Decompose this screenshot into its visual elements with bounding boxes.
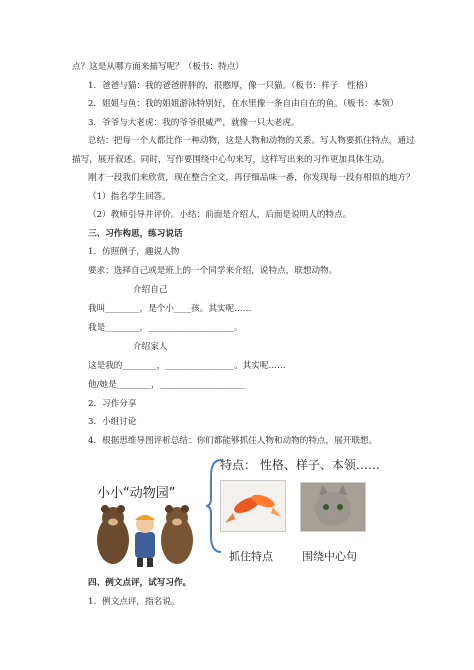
section-heading: 四、例文点评，试写习作。 — [88, 578, 192, 588]
text-line: 1．例文点评，指名说。 — [88, 597, 180, 607]
text-line: 要求：选择自己或是班上的一个同学来介绍，说特点，联想动物。 — [88, 266, 338, 276]
text-line: 3．小组讨论 — [88, 417, 137, 427]
text-line: 总结：把每一个人都比作一种动物，这是人物和动物的关系。写人物要抓住特点，通过 — [88, 136, 415, 146]
text-line: 4．根据思维导图评析总结：你们都能够抓住人物和动物的特点，展开联想。 — [88, 436, 378, 446]
goldfish-photo — [220, 480, 286, 532]
text-line: 刚才一段我们来欣赏，现在整合全文，再仔细品味一番，你发现每一段有相似的地方？ — [88, 173, 415, 183]
text-line: 2．姐姐与鱼：我的姐姐游泳特别好，在水里像一条自由自在的鱼。（板书：本领） — [88, 99, 399, 109]
text-line: 我叫________，是个小____孩。其实呢…… — [88, 304, 252, 314]
text-line: 2．习作分享 — [88, 399, 137, 409]
text-line: 我是________，____________________。 — [88, 323, 243, 333]
text-line: 描写，展开叙述。同时，写作要围绕中心句来写，这样写出来的习作更加具体生动。 — [72, 155, 390, 165]
cat-photo — [300, 482, 366, 532]
figure-title: 小小“动物园” — [97, 486, 176, 501]
subheading: 介绍家人 — [133, 342, 168, 352]
text-line: 1．爸爸与猫：我的爸爸胖胖的，很憨厚，像一只猫。（板书：样子 性格） — [88, 81, 373, 91]
subheading: 介绍自己 — [133, 285, 168, 295]
text-line: 他/她是________，____________________ — [88, 380, 246, 390]
text-line: 1．仿照例子，趣说人物 — [88, 247, 180, 257]
mind-map-figure — [95, 454, 385, 569]
text-line: （1）指名学生回答。 — [88, 192, 171, 202]
caption-center-sentence: 围绕中心句 — [302, 550, 357, 563]
bears-illustration — [95, 502, 195, 568]
text-line: （2）教师引导并评价。小结：前面是介绍人，后面是说明人的特点。 — [88, 210, 352, 220]
traits-label: 特点： 性格、样子、本领…… — [220, 458, 380, 472]
section-heading: 三、习作构思，练习说话 — [88, 229, 183, 239]
text-line: 这是我的________，________________。其实呢…… — [88, 361, 286, 371]
text-line: 点？这是从哪方面来描写呢？（板书：特点） — [72, 62, 244, 72]
caption-grasp-traits: 抓住特点 — [229, 550, 273, 563]
text-line: 3．爷爷与大老虎：我的爷爷很威严，就像一只大老虎。 — [88, 118, 300, 128]
